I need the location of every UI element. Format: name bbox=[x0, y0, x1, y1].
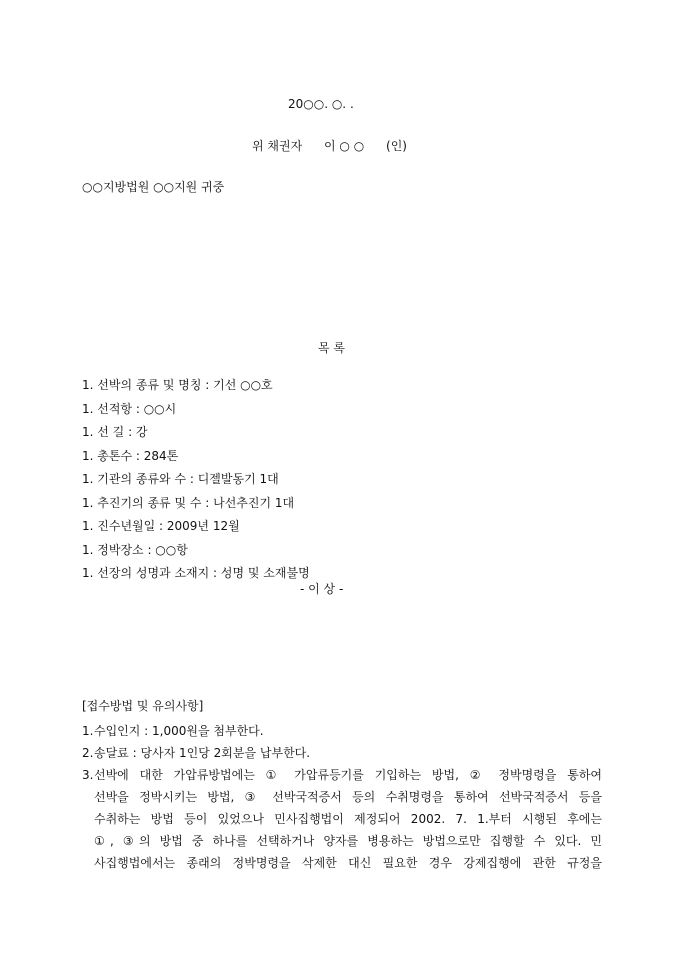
note-number: 2. bbox=[82, 746, 94, 760]
list-item: 1. 선적항 : ○○시 bbox=[82, 401, 177, 416]
list-title: 목 록 bbox=[318, 341, 345, 355]
note-item bbox=[82, 720, 602, 742]
list-item: 1. 진수년월일 : 2009년 12월 bbox=[82, 519, 240, 533]
seal-mark: (인) bbox=[386, 139, 407, 153]
list-item: 1. 추진기의 종류 및 수 : 나선추진기 1대 bbox=[82, 495, 295, 510]
creditor-signature-line bbox=[252, 137, 407, 154]
note-text-line: 사집행법에서는 종래의 정박명령을 삭제한 대신 필요한 경우 강제집행에 관한 규정을 bbox=[94, 856, 602, 870]
list-item: 1. 정박장소 : ○○항 bbox=[82, 542, 188, 557]
note-text-line: 선박을 정박시키는 방법, ③ 선박국적증서 등의 수취명령을 통하여 선박국적증서 등을 bbox=[94, 790, 602, 804]
creditor-name: 이 ○ ○ bbox=[324, 139, 365, 153]
list-item: 1. 선박의 종류 및 명칭 : 기선 ○○호 bbox=[82, 378, 273, 392]
note-text bbox=[94, 764, 602, 874]
note-item bbox=[82, 742, 602, 764]
filing-notes bbox=[82, 697, 602, 874]
end-mark: - 이 상 - bbox=[300, 582, 344, 596]
document-date: 20○○. ○. . bbox=[288, 97, 354, 111]
list-item: 1. 기관의 종류와 수 : 디젤발동기 1대 bbox=[82, 472, 279, 486]
note-text-line: 선박에 대한 가압류방법에는 ① 가압류등기를 기입하는 방법, ② 정박명령을 통하여 bbox=[94, 768, 602, 782]
note-number: 3. bbox=[82, 768, 94, 782]
list-item: 1. 선장의 성명과 소재지 : 성명 및 소재불명 bbox=[82, 566, 310, 580]
note-number: 1. bbox=[82, 724, 94, 738]
court-addressee: ○○지방법원 ○○지원 귀중 bbox=[82, 180, 225, 194]
note-text: 수입인지 : 1,000원을 첨부한다. bbox=[94, 724, 264, 738]
creditor-label: 위 채권자 bbox=[252, 139, 303, 153]
list-item: 1. 선 길 : 강 bbox=[82, 425, 148, 439]
vessel-details-list bbox=[82, 378, 310, 590]
note-text-line: 수취하는 방법 등이 있었으나 민사집행법이 제정되어 2002. 7. 1.부터 시행된 후에는 bbox=[94, 812, 602, 826]
notes-heading: [접수방법 및 유의사항] bbox=[82, 699, 204, 713]
note-item bbox=[82, 764, 602, 874]
note-text: 송달료 : 당사자 1인당 2회분을 납부한다. bbox=[94, 746, 311, 760]
note-text-line: ①, ③의 방법 중 하나를 선택하거나 양자를 병용하는 방법으로만 집행할 수 있다. 민 bbox=[94, 834, 602, 848]
list-item: 1. 총톤수 : 284톤 bbox=[82, 448, 179, 463]
